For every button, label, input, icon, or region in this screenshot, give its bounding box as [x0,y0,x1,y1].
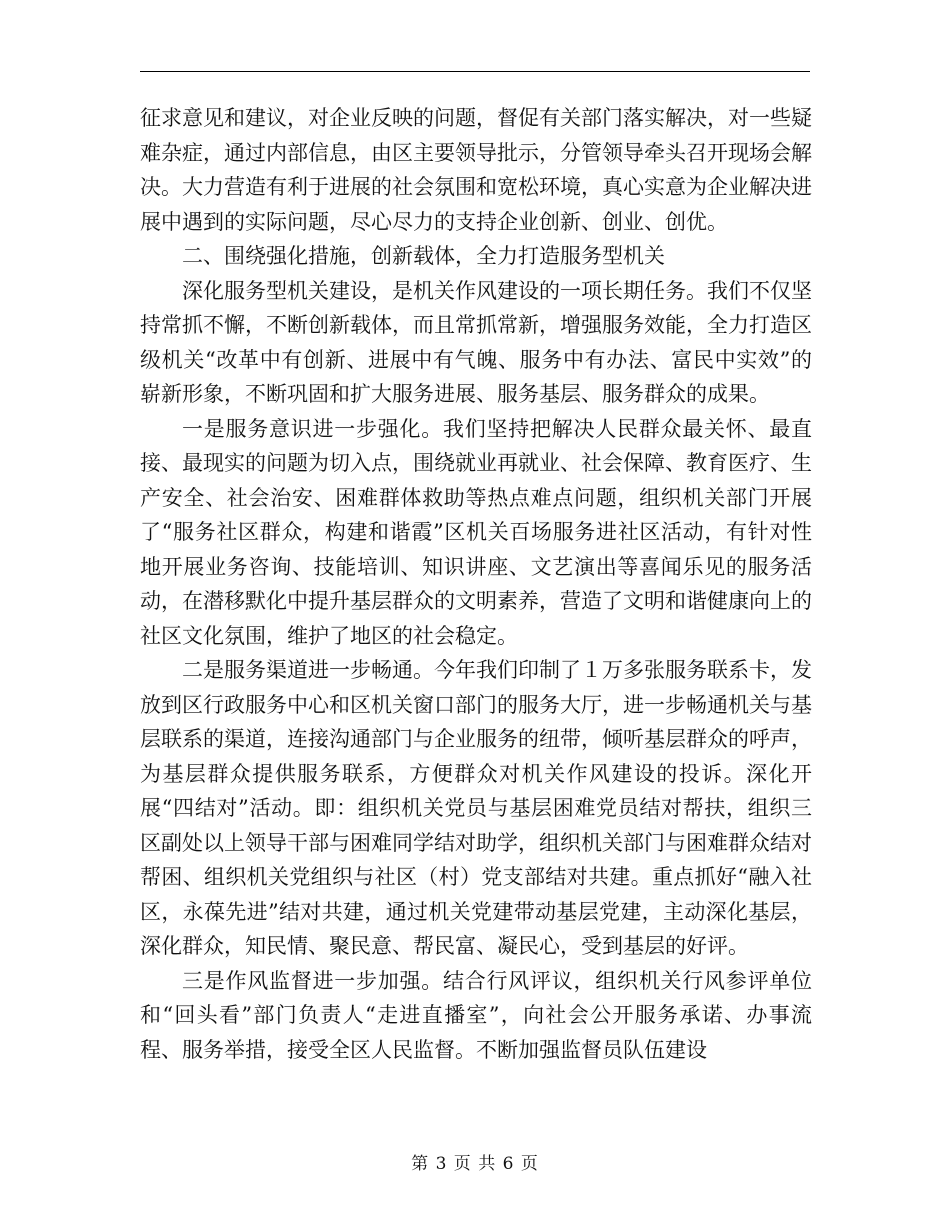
paragraph: 三是作风监督进一步加强。结合行风评议，组织机关行风参评单位和“回头看”部门负责人“走进直播室”，向社会公开服务承诺、办事流程、服务举措，接受全区人民监督。不断加强监督员队伍建设 [140,968,812,1062]
paragraph: 一是服务意识进一步强化。我们坚持把解决人民群众最关怀、最直接、最现实的问题为切入点，围绕就业再就业、社会保障、教育医疗、生产安全、社会治安、困难群体救助等热点难点问题，组织机关部门开展了“服务社区群众，构建和谐霞”区机关百场服务进社区活动，有针对性地开展业务咨询、技能培训、知识讲座、文艺演出等喜闻乐见的服务活动，在潜移默化中提升基层群众的文明素养，营造了文明和谐健康向上的社区文化氛围，维护了地区的社会稳定。 [140,416,812,648]
section-heading: 二、围绕强化措施，创新载体，全力打造服务型机关 [182,244,665,268]
paragraph: 二是服务渠道进一步畅通。今年我们印制了１万多张服务联系卡，发放到区行政服务中心和区机关窗口部门的服务大厅，进一步畅通机关与基层联系的渠道，连接沟通部门与企业服务的纽带，倾听基层群众的呼声，为基层群众提供服务联系，方便群众对机关作风建设的投诉。深化开展“四结对”活动。即：组织机关党员与基层困难党员结对帮扶，组织三区副处以上领导干部与困难同学结对助学，组织机关部门与困难群众结对帮困、组织机关党组织与社区（村）党支部结对共建。重点抓好“融入社区，永葆先进”结对共建，通过机关党建带动基层党建，主动深化基层，深化群众，知民情、聚民意、帮民富、凝民心，受到基层的好评。 [140,658,812,958]
page-number-footer: 第 3 页 共 6 页 [411,1154,539,1174]
document-body [140,101,812,1067]
header-rule [140,71,810,72]
paragraph: 深化服务型机关建设，是机关作风建设的一项长期任务。我们不仅坚持常抓不懈，不断创新载体，而且常抓常新，增强服务效能，全力打造区级机关“改革中有创新、进展中有气魄、服务中有办法、富民中实效”的崭新形象，不断巩固和扩大服务进展、服务基层、服务群众的成果。 [140,278,812,406]
paragraph-continuation: 征求意见和建议，对企业反映的问题，督促有关部门落实解决，对一些疑难杂症，通过内部信息，由区主要领导批示，分管领导牵头召开现场会解决。大力营造有利于进展的社会氛围和宽松环境，真心实意为企业解决进展中遇到的实际问题，尽心尽力的支持企业创新、创业、创优。 [140,106,812,234]
